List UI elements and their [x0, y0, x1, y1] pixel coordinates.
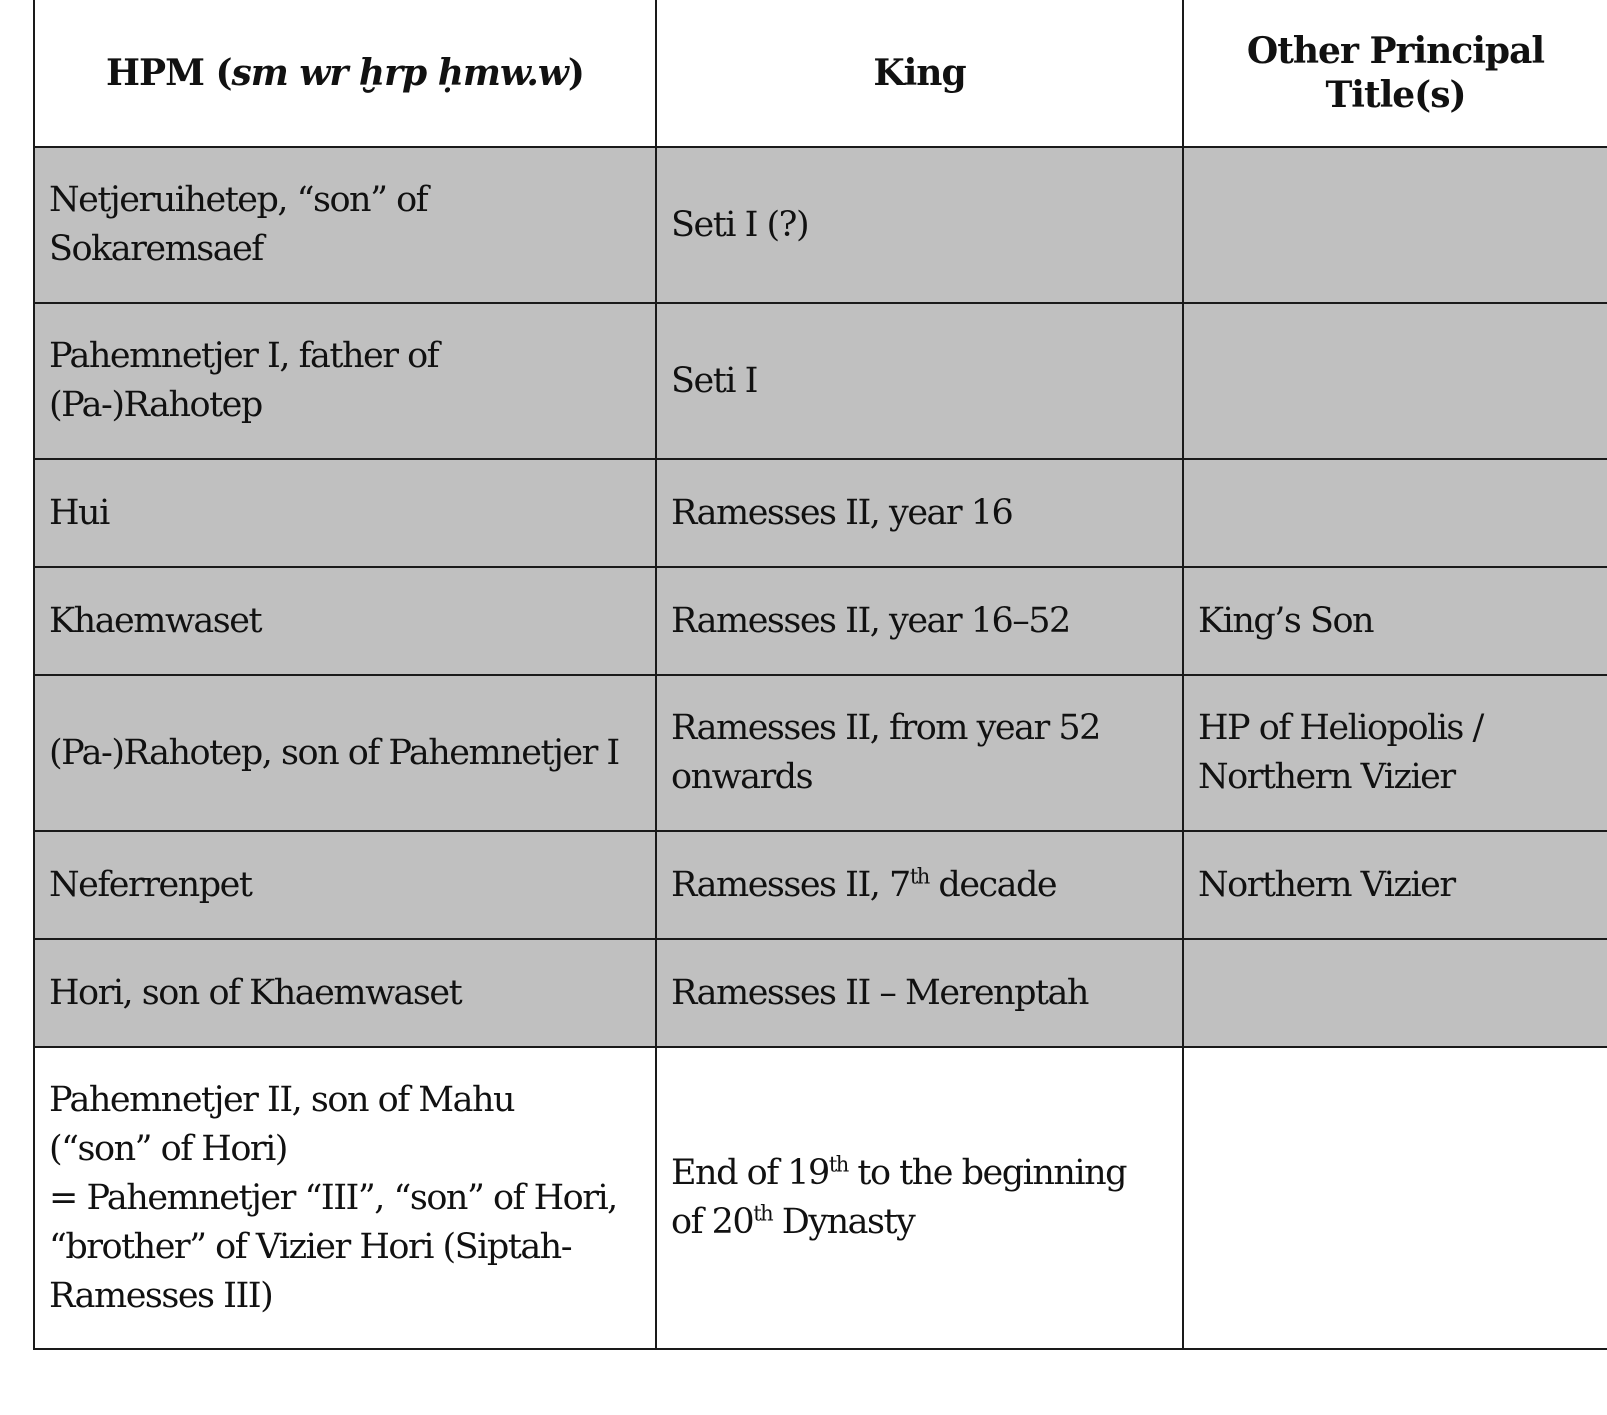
hpm-name: Netjeruihetep, “son” of Sokaremsaef — [49, 180, 428, 269]
king-name: Ramesses II – Merenptah — [671, 972, 1088, 1013]
king-name: Seti I — [671, 360, 757, 401]
hpm-cell — [34, 303, 656, 459]
titles-cell — [1183, 303, 1607, 459]
table-row — [34, 831, 1607, 939]
king-name: Seti I (?) — [671, 204, 809, 245]
hpm-name: Khaemwaset — [49, 600, 262, 641]
hpm-name: Pahemnetjer I, father of (Pa-)Rahotep — [49, 336, 439, 425]
king-line-2 — [671, 1202, 914, 1242]
titles-text: Northern Vizier — [1198, 864, 1455, 905]
table-row — [34, 459, 1607, 567]
hpm-name: Hui — [49, 492, 109, 533]
titles-cell — [1183, 567, 1607, 675]
king-cell — [656, 939, 1183, 1047]
titles-cell — [1183, 675, 1607, 831]
header-hpm-italic: sm wr ḫrp ḥmw.w — [231, 52, 568, 94]
king-superscript: th — [828, 1152, 848, 1177]
header-hpm-suffix: ) — [567, 52, 584, 94]
table-row — [34, 567, 1607, 675]
hpm-name: Neferrenpet — [49, 864, 252, 905]
king-name-b: decade — [928, 864, 1057, 905]
king-name-c: of 20 — [671, 1202, 754, 1242]
hpm-cell — [34, 939, 656, 1047]
king-superscript: th — [909, 863, 929, 888]
king-name: Ramesses II, year 16 — [671, 492, 1013, 533]
king-name-a: Ramesses II, 7 — [671, 864, 910, 905]
king-cell — [656, 303, 1183, 459]
header-hpm-prefix: HPM ( — [106, 52, 232, 94]
table-row — [34, 1047, 1607, 1349]
king-name-a: End of 19 — [671, 1153, 829, 1193]
king-line-1 — [671, 1153, 1126, 1193]
titles-cell — [1183, 1047, 1607, 1349]
king-name: Ramesses II, from year 52 onwards — [671, 708, 1100, 797]
table-row — [34, 303, 1607, 459]
king-cell — [656, 831, 1183, 939]
table-row — [34, 147, 1607, 303]
king-name-b: to the beginning — [847, 1153, 1127, 1193]
header-row — [34, 0, 1607, 147]
hpm-cell — [34, 675, 656, 831]
titles-cell — [1183, 459, 1607, 567]
king-name: Ramesses II, year 16–52 — [671, 600, 1070, 641]
hpm-cell — [34, 567, 656, 675]
king-name-d: Dynasty — [772, 1202, 915, 1242]
hpm-name: Pahemnetjer II, son of Mahu (“son” of Hori) = Pahemnetjer “III”, “son” of Hori, “brother” of Vizier Hori (Siptah- Ramesses III) — [49, 1079, 617, 1316]
header-king: King — [656, 0, 1183, 147]
header-hpm — [34, 0, 656, 147]
king-cell — [656, 1047, 1183, 1349]
titles-cell — [1183, 939, 1607, 1047]
titles-cell — [1183, 831, 1607, 939]
king-cell — [656, 147, 1183, 303]
hpm-cell — [34, 831, 656, 939]
king-cell — [656, 675, 1183, 831]
king-superscript: th — [753, 1201, 773, 1226]
king-cell — [656, 459, 1183, 567]
hpm-cell — [34, 459, 656, 567]
header-titles: Other Principal Title(s) — [1183, 0, 1607, 147]
table-row — [34, 939, 1607, 1047]
titles-text: HP of Heliopolis / Northern Vizier — [1198, 708, 1483, 797]
titles-cell — [1183, 147, 1607, 303]
hpm-name: (Pa-)Rahotep, son of Pahemnetjer I — [49, 732, 619, 773]
titles-text: King’s Son — [1198, 600, 1374, 641]
hpm-cell — [34, 147, 656, 303]
king-cell — [656, 567, 1183, 675]
table-row — [34, 675, 1607, 831]
hpm-table — [33, 0, 1607, 1350]
hpm-name: Hori, son of Khaemwaset — [49, 972, 462, 1013]
hpm-cell — [34, 1047, 656, 1349]
